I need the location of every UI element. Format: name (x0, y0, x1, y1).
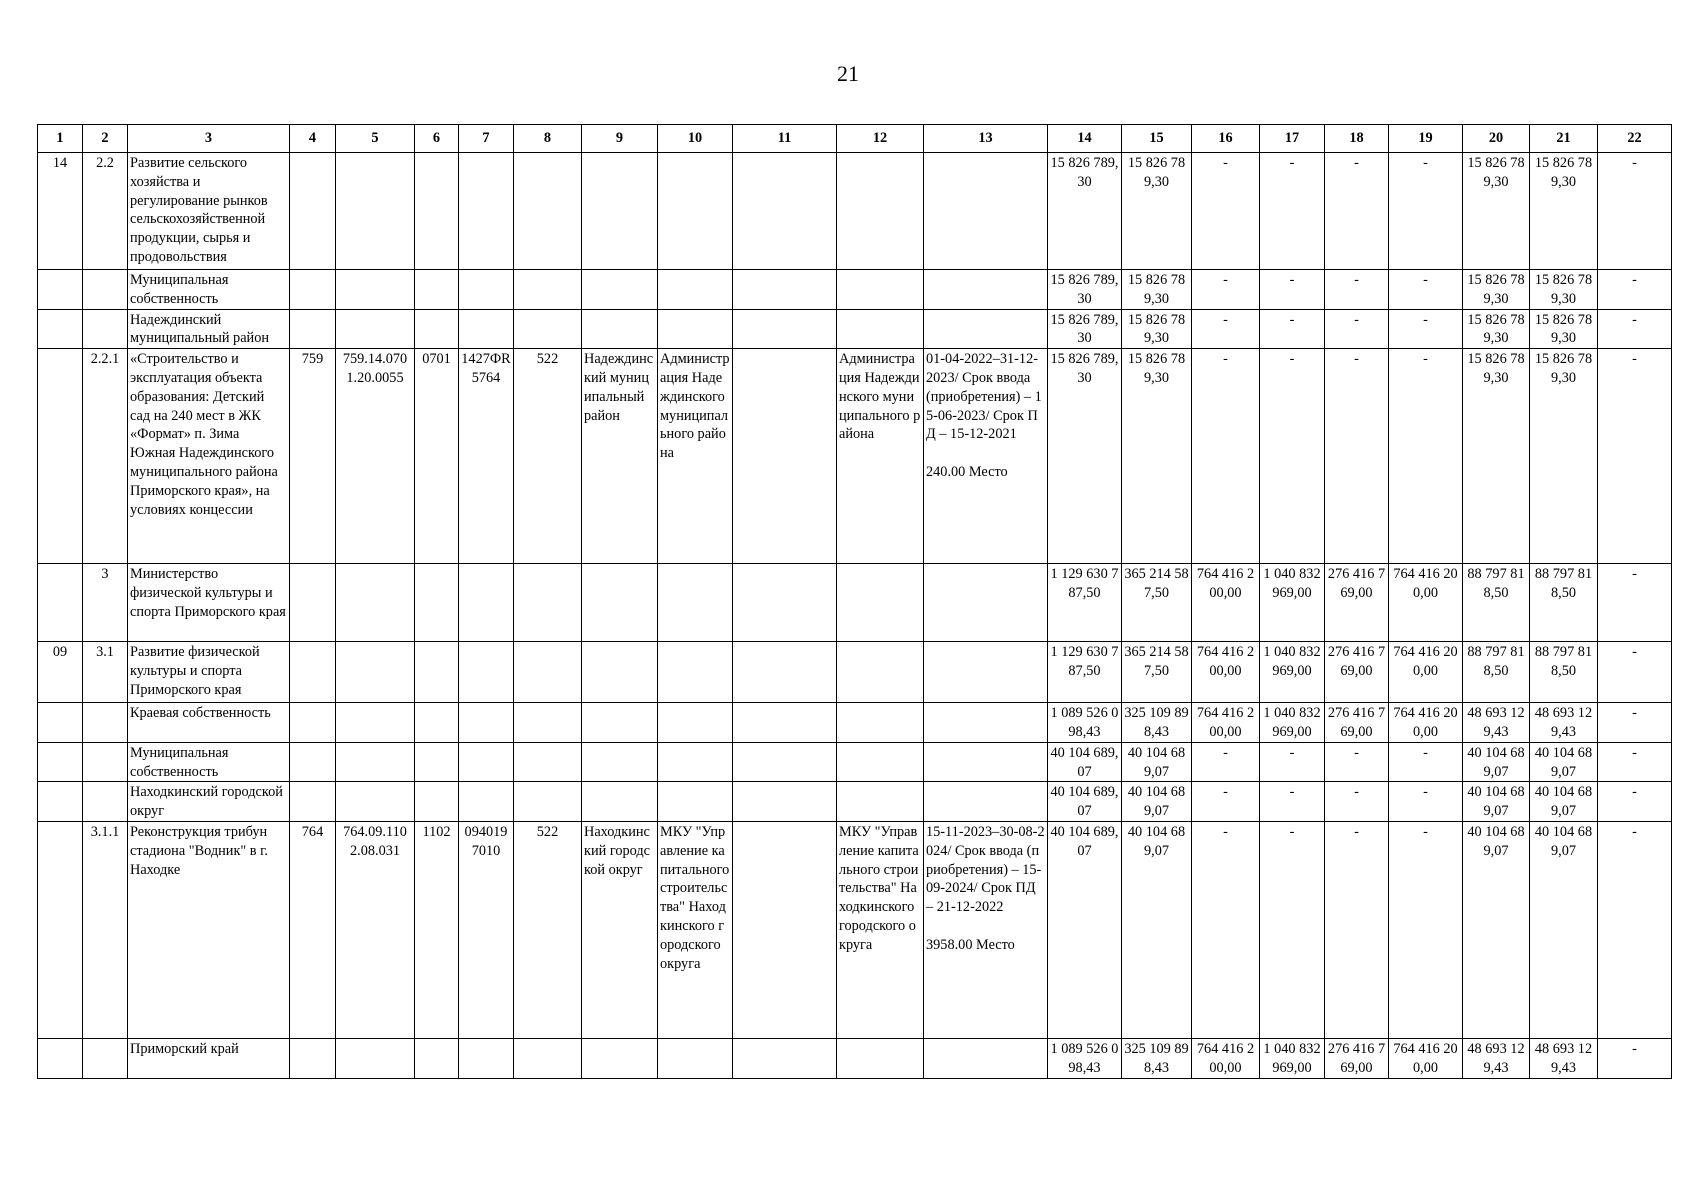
table-cell (582, 703, 658, 743)
table-cell: - (1598, 782, 1672, 822)
table-cell (38, 349, 83, 564)
table-cell: 15-11-2023–30-08-2024/ Срок ввода (приобретения) – 15-09-2024/ Срок ПД – 21-12-2022 3958.00 Место (924, 821, 1048, 1038)
column-number: 6 (415, 125, 459, 153)
column-number-row (38, 125, 1672, 153)
table-cell: 764 416 200,00 (1192, 703, 1260, 743)
table-cell: 2.2.1 (83, 349, 128, 564)
table-cell: 40 104 689,07 (1530, 742, 1598, 782)
table-cell: - (1192, 270, 1260, 310)
table-cell: 40 104 689,07 (1122, 782, 1192, 822)
table-row (38, 349, 1672, 564)
table-cell: 276 416 769,00 (1325, 1038, 1389, 1078)
table-cell (582, 309, 658, 349)
table-cell (658, 742, 733, 782)
column-number: 8 (514, 125, 582, 153)
table-cell: - (1389, 821, 1463, 1038)
table-cell (415, 1038, 459, 1078)
table-cell: Развитие физической культуры и спорта Приморского края (128, 642, 290, 703)
table-cell (924, 564, 1048, 642)
table-cell: - (1598, 564, 1672, 642)
table-cell (514, 153, 582, 270)
table-cell: 1 089 526 098,43 (1048, 1038, 1122, 1078)
table-cell: 15 826 789,30 (1048, 153, 1122, 270)
column-number: 20 (1463, 125, 1530, 153)
table-cell: 2.2 (83, 153, 128, 270)
table-cell (658, 564, 733, 642)
table-cell: 48 693 129,43 (1530, 1038, 1598, 1078)
table-cell: 15 826 789,30 (1048, 309, 1122, 349)
table-cell: Приморский край (128, 1038, 290, 1078)
table-cell: 15 826 789,30 (1463, 309, 1530, 349)
table-cell: 764.09.1102.08.031 (336, 821, 415, 1038)
table-cell: 276 416 769,00 (1325, 564, 1389, 642)
table-cell (658, 1038, 733, 1078)
table-cell: 764 416 200,00 (1389, 564, 1463, 642)
table-cell: 759 (290, 349, 336, 564)
table-cell: - (1389, 742, 1463, 782)
table-cell (733, 153, 837, 270)
table-cell (459, 703, 514, 743)
table-cell (415, 782, 459, 822)
table-cell: 88 797 818,50 (1463, 642, 1530, 703)
table-cell: 365 214 587,50 (1122, 642, 1192, 703)
table-cell: - (1260, 821, 1325, 1038)
table-cell (514, 703, 582, 743)
table-cell: Министерство физической культуры и спорта Приморского края (128, 564, 290, 642)
column-number: 21 (1530, 125, 1598, 153)
table-cell (733, 703, 837, 743)
table-cell (924, 153, 1048, 270)
table-cell (733, 564, 837, 642)
table-cell: - (1598, 642, 1672, 703)
table-cell (924, 1038, 1048, 1078)
table-cell (459, 782, 514, 822)
table-cell: 276 416 769,00 (1325, 703, 1389, 743)
table-cell: 88 797 818,50 (1530, 642, 1598, 703)
table-cell (514, 270, 582, 310)
table-cell (83, 782, 128, 822)
column-number: 5 (336, 125, 415, 153)
table-cell (459, 270, 514, 310)
table-cell (837, 742, 924, 782)
table-cell (733, 349, 837, 564)
table-cell: - (1598, 309, 1672, 349)
column-number: 18 (1325, 125, 1389, 153)
table-row (38, 309, 1672, 349)
table-cell: 40 104 689,07 (1463, 742, 1530, 782)
table-cell (924, 642, 1048, 703)
table-cell: Администрация Надеждинского муниципального района (837, 349, 924, 564)
table-cell (290, 782, 336, 822)
table-cell (514, 564, 582, 642)
table-cell (83, 270, 128, 310)
table-cell (38, 309, 83, 349)
table-cell: 1 089 526 098,43 (1048, 703, 1122, 743)
table-cell (290, 309, 336, 349)
table-cell: - (1260, 782, 1325, 822)
table-cell (658, 782, 733, 822)
table-cell (837, 564, 924, 642)
table-cell: 48 693 129,43 (1530, 703, 1598, 743)
table-cell (733, 742, 837, 782)
table-cell (290, 564, 336, 642)
table-cell (38, 742, 83, 782)
table-cell: 0701 (415, 349, 459, 564)
table-row (38, 703, 1672, 743)
table-cell (459, 742, 514, 782)
column-number: 22 (1598, 125, 1672, 153)
table-cell (336, 270, 415, 310)
table-cell (290, 270, 336, 310)
table-cell (336, 1038, 415, 1078)
table-cell (336, 153, 415, 270)
table-cell: 48 693 129,43 (1463, 703, 1530, 743)
column-number: 19 (1389, 125, 1463, 153)
table-cell: - (1325, 270, 1389, 310)
table-cell (459, 153, 514, 270)
table-cell: 1 129 630 787,50 (1048, 564, 1122, 642)
table-cell: 1 129 630 787,50 (1048, 642, 1122, 703)
table-cell: 15 826 789,30 (1122, 309, 1192, 349)
table-cell: 3 (83, 564, 128, 642)
table-cell (514, 1038, 582, 1078)
table-cell (582, 742, 658, 782)
table-cell (733, 309, 837, 349)
table-cell: 14 (38, 153, 83, 270)
table-cell (837, 270, 924, 310)
table-cell: МКУ "Управление капитального строительства" Находкинского городского округа (837, 821, 924, 1038)
table-row (38, 1038, 1672, 1078)
table-cell: 0940197010 (459, 821, 514, 1038)
table-cell (924, 309, 1048, 349)
table-cell: 48 693 129,43 (1463, 1038, 1530, 1078)
table-cell: - (1598, 270, 1672, 310)
table-cell (514, 782, 582, 822)
table-cell (415, 703, 459, 743)
table-cell (837, 153, 924, 270)
table-cell: 15 826 789,30 (1463, 153, 1530, 270)
column-number: 1 (38, 125, 83, 153)
table-cell: 88 797 818,50 (1530, 564, 1598, 642)
table-cell: - (1325, 821, 1389, 1038)
column-number: 16 (1192, 125, 1260, 153)
table-row (38, 270, 1672, 310)
table-cell: Надеждинский муниципальный район (128, 309, 290, 349)
table-cell: 15 826 789,30 (1122, 349, 1192, 564)
table-cell: - (1389, 270, 1463, 310)
table-cell: Муниципальная собственность (128, 742, 290, 782)
table-cell: - (1598, 153, 1672, 270)
table-cell: «Строительство и эксплуатация объекта образования: Детский сад на 240 мест в ЖК «Формат» п. Зима Южная Надеждинского муниципального района Приморского края», на условиях концессии (128, 349, 290, 564)
table-row (38, 782, 1672, 822)
table-cell: Реконструкция трибун стадиона "Водник" в г. Находке (128, 821, 290, 1038)
page-number: 21 (837, 61, 859, 86)
table-cell (733, 642, 837, 703)
column-number: 11 (733, 125, 837, 153)
table-cell: 3.1 (83, 642, 128, 703)
table-cell: 3.1.1 (83, 821, 128, 1038)
table-cell (38, 703, 83, 743)
table-cell (38, 782, 83, 822)
table-cell: 40 104 689,07 (1048, 782, 1122, 822)
column-number: 9 (582, 125, 658, 153)
table-cell: - (1192, 309, 1260, 349)
table-cell (837, 703, 924, 743)
table-cell: - (1389, 153, 1463, 270)
table-cell: 276 416 769,00 (1325, 642, 1389, 703)
table-cell (924, 742, 1048, 782)
table-cell: - (1325, 349, 1389, 564)
table-cell: 325 109 898,43 (1122, 1038, 1192, 1078)
column-number: 13 (924, 125, 1048, 153)
table-cell: 764 416 200,00 (1192, 564, 1260, 642)
table-cell (290, 153, 336, 270)
table-cell: МКУ "Управление капитального строительства" Находкинского городского округа (658, 821, 733, 1038)
column-number: 7 (459, 125, 514, 153)
table-cell: 15 826 789,30 (1048, 349, 1122, 564)
table-cell (290, 642, 336, 703)
table-cell: 764 416 200,00 (1389, 642, 1463, 703)
table-cell (336, 309, 415, 349)
table-cell: 40 104 689,07 (1530, 782, 1598, 822)
table-cell: 15 826 789,30 (1530, 270, 1598, 310)
table-cell: 15 826 789,30 (1530, 309, 1598, 349)
table-cell (459, 309, 514, 349)
table-cell: 40 104 689,07 (1530, 821, 1598, 1038)
table-cell: 764 416 200,00 (1389, 703, 1463, 743)
table-cell: - (1192, 782, 1260, 822)
table-cell (336, 782, 415, 822)
table-cell (415, 642, 459, 703)
table-cell: Находкинский городской округ (128, 782, 290, 822)
table-cell: 15 826 789,30 (1530, 349, 1598, 564)
table-cell: 15 826 789,30 (1122, 270, 1192, 310)
table-row (38, 153, 1672, 270)
table-cell (514, 642, 582, 703)
table-cell (336, 742, 415, 782)
table-cell: Развитие сельского хозяйства и регулирование рынков сельскохозяйственной продукции, сырья и продовольствия (128, 153, 290, 270)
table-cell (290, 703, 336, 743)
table-cell (459, 1038, 514, 1078)
table-cell: - (1192, 349, 1260, 564)
table-cell (415, 270, 459, 310)
table-cell (415, 564, 459, 642)
table-cell: 40 104 689,07 (1463, 782, 1530, 822)
table-cell (514, 742, 582, 782)
table-cell: 15 826 789,30 (1463, 349, 1530, 564)
table-cell (733, 782, 837, 822)
table-cell (658, 309, 733, 349)
table-cell: 522 (514, 349, 582, 564)
column-number: 12 (837, 125, 924, 153)
table-cell: 40 104 689,07 (1122, 821, 1192, 1038)
column-number: 14 (1048, 125, 1122, 153)
table-cell: - (1598, 349, 1672, 564)
table-cell: 01-04-2022–31-12-2023/ Срок ввода (приобретения) – 15-06-2023/ Срок ПД – 15-12-2021 240.00 Место (924, 349, 1048, 564)
table-body (38, 125, 1672, 1079)
table-cell: 88 797 818,50 (1463, 564, 1530, 642)
table-cell: 1427ФR5764 (459, 349, 514, 564)
table-cell (658, 153, 733, 270)
table-cell: 40 104 689,07 (1048, 742, 1122, 782)
table-cell: - (1260, 349, 1325, 564)
table-cell (582, 1038, 658, 1078)
table-cell: 1 040 832 969,00 (1260, 1038, 1325, 1078)
column-number: 2 (83, 125, 128, 153)
table-cell: 764 (290, 821, 336, 1038)
column-number: 3 (128, 125, 290, 153)
table-cell (582, 782, 658, 822)
table-cell (733, 1038, 837, 1078)
table-cell: - (1192, 821, 1260, 1038)
table-cell: - (1260, 270, 1325, 310)
table-cell (658, 642, 733, 703)
table-cell (459, 642, 514, 703)
table-cell: - (1325, 153, 1389, 270)
table-cell (837, 642, 924, 703)
column-number: 17 (1260, 125, 1325, 153)
table-cell: 325 109 898,43 (1122, 703, 1192, 743)
table-cell (415, 742, 459, 782)
table-cell (658, 703, 733, 743)
table-row (38, 742, 1672, 782)
table-cell (582, 564, 658, 642)
table-cell (924, 703, 1048, 743)
table-cell: 15 826 789,30 (1463, 270, 1530, 310)
table-cell: 764 416 200,00 (1389, 1038, 1463, 1078)
table-cell: - (1389, 782, 1463, 822)
table-cell (38, 564, 83, 642)
table-cell: 1 040 832 969,00 (1260, 564, 1325, 642)
budget-table (37, 124, 1672, 1079)
table-cell: 1 040 832 969,00 (1260, 642, 1325, 703)
table-cell: - (1192, 742, 1260, 782)
table-cell: - (1325, 309, 1389, 349)
table-cell: - (1598, 742, 1672, 782)
table-cell (658, 270, 733, 310)
table-cell (38, 270, 83, 310)
table-cell (459, 564, 514, 642)
table-cell: 15 826 789,30 (1048, 270, 1122, 310)
table-cell: 40 104 689,07 (1463, 821, 1530, 1038)
table-cell: - (1598, 703, 1672, 743)
table-cell: - (1260, 309, 1325, 349)
table-cell (83, 703, 128, 743)
table-cell: 365 214 587,50 (1122, 564, 1192, 642)
table-cell: Муниципальная собственность (128, 270, 290, 310)
table-cell: 40 104 689,07 (1122, 742, 1192, 782)
table-row (38, 564, 1672, 642)
table-cell: 764 416 200,00 (1192, 1038, 1260, 1078)
table-cell: - (1389, 309, 1463, 349)
table-cell: 15 826 789,30 (1122, 153, 1192, 270)
table-cell: 764 416 200,00 (1192, 642, 1260, 703)
table-cell: Краевая собственность (128, 703, 290, 743)
table-cell: 522 (514, 821, 582, 1038)
table-cell (290, 1038, 336, 1078)
table-cell (415, 153, 459, 270)
table-cell (336, 564, 415, 642)
table-cell: 1102 (415, 821, 459, 1038)
table-cell (290, 742, 336, 782)
table-cell: - (1325, 742, 1389, 782)
table-cell (514, 309, 582, 349)
table-cell: - (1598, 1038, 1672, 1078)
table-cell: Находкинский городской округ (582, 821, 658, 1038)
table-cell (733, 270, 837, 310)
table-cell: 15 826 789,30 (1530, 153, 1598, 270)
table-cell (837, 782, 924, 822)
column-number: 15 (1122, 125, 1192, 153)
table-row (38, 642, 1672, 703)
column-number: 10 (658, 125, 733, 153)
table-cell (83, 1038, 128, 1078)
table-cell (415, 309, 459, 349)
table-cell (582, 642, 658, 703)
table-cell: 1 040 832 969,00 (1260, 703, 1325, 743)
table-cell: - (1598, 821, 1672, 1038)
table-cell (837, 309, 924, 349)
table-cell: 09 (38, 642, 83, 703)
table-cell: - (1260, 153, 1325, 270)
table-cell: - (1389, 349, 1463, 564)
table-cell (38, 821, 83, 1038)
table-cell (582, 270, 658, 310)
table-cell: 759.14.0701.20.0055 (336, 349, 415, 564)
table-cell (336, 642, 415, 703)
column-number: 4 (290, 125, 336, 153)
table-cell: - (1325, 782, 1389, 822)
table-cell (83, 309, 128, 349)
table-cell: - (1192, 153, 1260, 270)
table-cell: Надеждинский муниципальный район (582, 349, 658, 564)
table-cell (924, 270, 1048, 310)
table-row (38, 821, 1672, 1038)
table-cell: 40 104 689,07 (1048, 821, 1122, 1038)
table-cell (336, 703, 415, 743)
table-cell: Администрация Надеждинского муниципального района (658, 349, 733, 564)
table-cell (83, 742, 128, 782)
table-cell (733, 821, 837, 1038)
table-cell (924, 782, 1048, 822)
table-cell (38, 1038, 83, 1078)
table-cell (837, 1038, 924, 1078)
table-cell: - (1260, 742, 1325, 782)
table-cell (582, 153, 658, 270)
